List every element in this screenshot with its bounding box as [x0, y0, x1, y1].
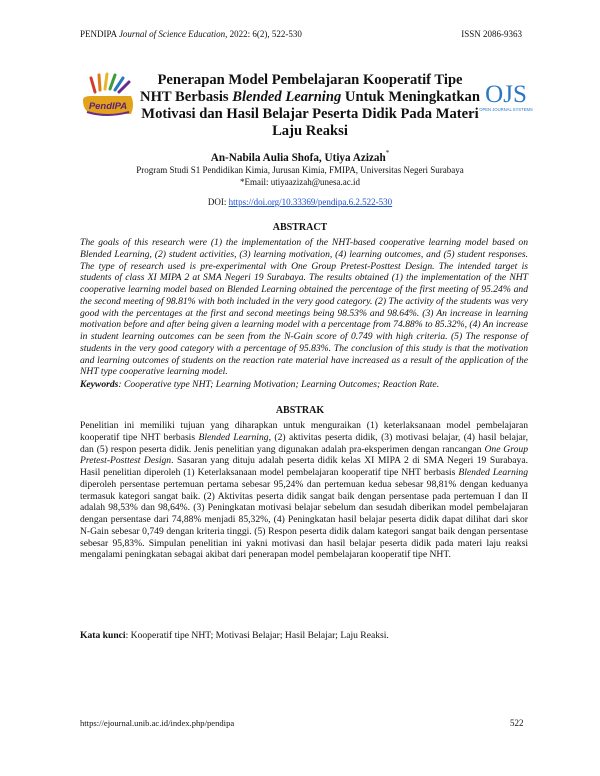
page-number: 522 [510, 718, 524, 728]
pendipa-logo-text: PendIPA [88, 101, 128, 112]
ojs-logo-text: OJS [485, 81, 527, 108]
affiliation: Program Studi S1 Pendidikan Kimia, Jurusan Kimia, FMIPA, Universitas Negeri Surabaya [136, 165, 464, 175]
pendipa-logo [77, 70, 141, 120]
abstract-english: The goals of this research were (1) the implementation of the NHT-based cooperative learning model based on Blended Learning, (2) student activities, (3) learning motivation, (4) learning outcomes, and (5) student responses. The type of research used is pre-experimental with One Group Pretest-Posttest Design. The intended target is students of class XI MIPA 2 at SMA Negeri 19 Surabaya. The results obtained (1) the implementation of the NHT cooperative learning model based on Blended Learning obtained the percentage of the first meeting of 95.24% and the second meeting of 98.81% with both included in the very good category. (2) The activity of the students was very good with the percentages at the first and second meetings being 98.53% and 98.64%. (3) An increase in learning motivation before and after being given a learning model with a percentage from 74.88% to 85.32%, (4) An increase in student learning outcomes can be seen from the N-Gain score of 0.749 with high criteria. (5) The response of students in the very good category with a percentage of 95.83%. The conclusion of this study is that the motivation and learning outcomes of students on the reaction rate material have increased as a result of the application of the NHT type cooperative learning model. [80, 237, 528, 378]
doi: DOI: https://doi.org/10.33369/pendipa.6.2.522-530 [207, 197, 393, 207]
abstract-heading: ABSTRACT [272, 222, 328, 233]
doi-link[interactable]: https://doi.org/10.33369/pendipa.6.2.522-530 [228, 197, 393, 207]
issn: ISSN 2086-9363 [461, 29, 522, 39]
paper-title: Penerapan Model Pembelajaran Kooperatif Tipe NHT Berbasis Blended Learning Untuk Meningkatkan Motivasi dan Hasil Belajar Peserta Didik Pada Materi Laju Reaksi [140, 72, 480, 139]
corresponding-mark: * [385, 149, 390, 157]
ojs-logo [479, 76, 533, 116]
footer-url: https://ejournal.unib.ac.id/index.php/pendipa [80, 718, 235, 728]
authors: An-Nabila Aulia Shofa, Utiya Azizah* [210, 149, 390, 164]
keywords-indonesian: Kata kunci: Kooperatif tipe NHT; Motivasi Belajar; Hasil Belajar; Laju Reaksi. [80, 630, 389, 641]
ojs-logo-subtext: OPEN JOURNAL SYSTEMS [479, 107, 533, 112]
abstrak-indonesian: Penelitian ini memiliki tujuan yang diharapkan untuk menguraikan (1) keterlaksanaan model pembelajaran kooperatif tipe NHT berbasis Blended Learning, (2) aktivitas peserta didik, (3) motivasi belajar, (4) hasil belajar, dan (5) respon peserta didik. Jenis penelitian yang digunakan adalah pra-eksperimen dengan rancangan One Group Pretest-Posttest Design. Sasaran yang dituju adalah peserta didik kelas XI MIPA 2 di SMA Negeri 19 Surabaya. Hasil penelitian diperoleh (1) Keterlaksanaan model pembelajaran kooperatif tipe NHT berbasis Blended Learning diperoleh persentase pertemuan pertama sebesar 95,24% dan pertemuan kedua sebesar 98,81% dengan keduanya termasuk kategori sangat baik. (2) Aktivitas peserta didik sangat baik dengan persentase pada pertemuan I dan II adalah 98,53% dan 98,64%. (3) Peningkatan motivasi belajar sebelum dan sesudah diberikan model pembelajaran dengan persentase dari 74,88% menjadi 85,32%, (4) Peningkatan hasil belajar peserta didik dapat dilihat dari skor N-Gain sebesar 0,749 dengan kriteria tinggi. (5) Respon peserta didik dalam kategori sangat baik dengan persentase sebesar 95,83%. Simpulan penelitian ini yakni motivasi dan hasil belajar peserta didik pada materi laju reaksi mengalami peningkatan sebagai akibat dari penerapan model pembelajaran kooperatif tipe NHT. [80, 420, 529, 561]
abstrak-heading: ABSTRAK [275, 405, 325, 416]
running-head [80, 29, 522, 39]
journal-citation: PENDIPA Journal of Science Education, 2022: 6(2), 522-530 [80, 29, 302, 39]
keywords-english: Keywords: Cooperative type NHT; Learning Motivation; Learning Outcomes; Reaction Rate. [80, 379, 440, 390]
email: *Email: utiyaazizah@unesa.ac.id [240, 177, 360, 187]
